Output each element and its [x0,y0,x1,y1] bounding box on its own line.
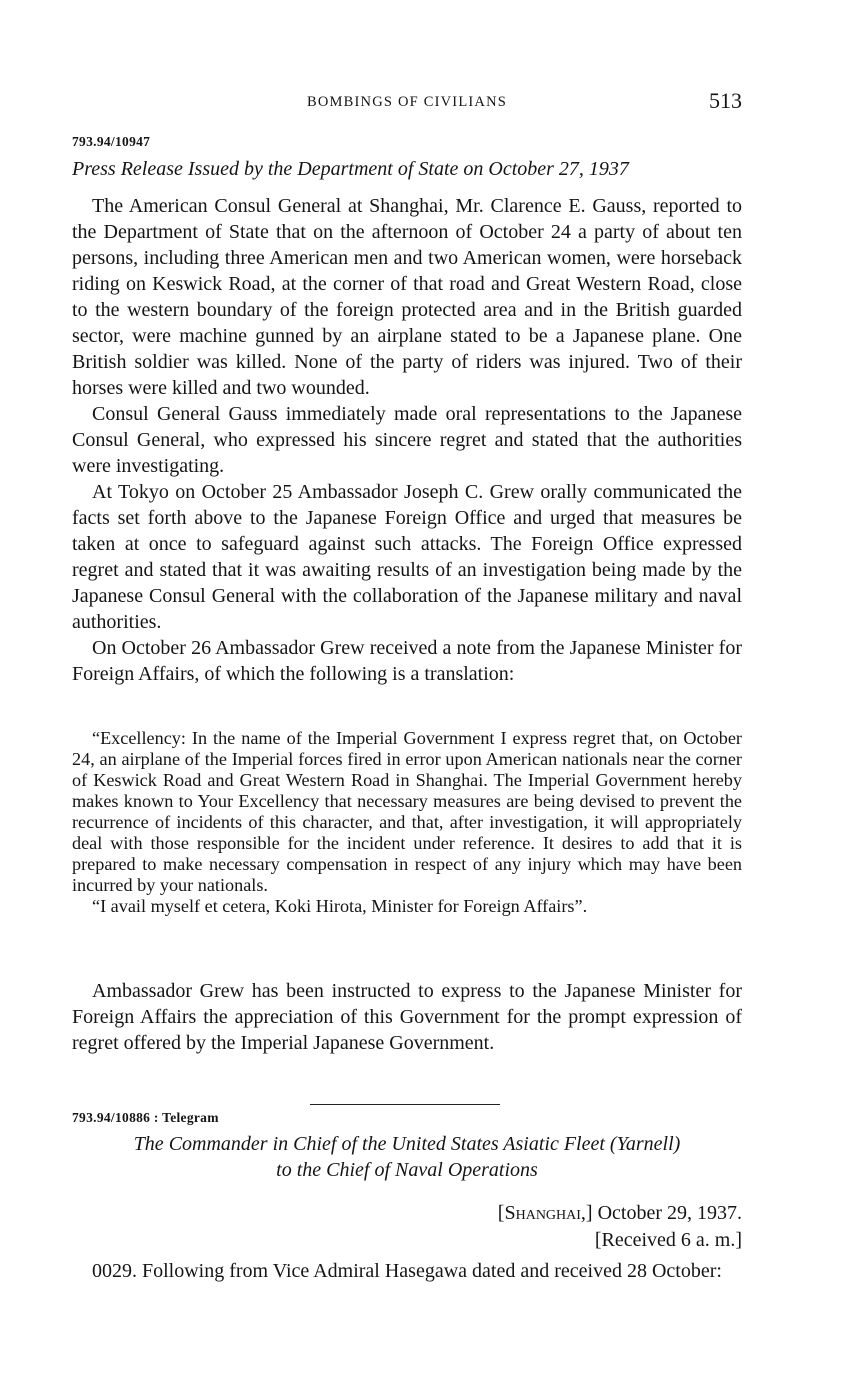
title-line-1: The Commander in Chief of the United States Asiatic Fleet (Yarnell) [133,1133,681,1155]
file-number-2: 793.94/10886 : Telegram [72,1110,219,1125]
document-title-1: Press Release Issued by the Department of State on October 27, 1937 [72,158,629,180]
document-body-1 [72,193,742,687]
running-head [72,88,742,118]
place: Shanghai [504,1202,581,1224]
document-title-2 [72,1131,742,1183]
paragraph: On October 26 Ambassador Grew received a note from the Japanese Minister for Foreign Affairs, of which the following is a translation: [72,637,742,685]
file-number-1: 793.94/10947 [72,134,151,149]
dateline [72,1200,742,1226]
quoted-note [72,728,742,917]
page-number: 513 [709,88,742,113]
paragraph: Consul General Gauss immediately made oral representations to the Japanese Consul General, who expressed his sincere regret and stated that the authorities were investigating. [72,403,742,477]
quote-paragraph: “Excellency: In the name of the Imperial Government I express regret that, on October 24, an airplane of the Imperial forces fired in error upon American nationals near the corner of Keswick Road and Great Western Road in Shanghai. The Imperial Government hereby makes known to Your Excellency that necessary measures are being devised to prevent the recurrence of incidents of this character, and that, after investigation, it will appropriately deal with those responsible for the incident under reference. It desires to add that it is prepared to make necessary compensation in respect of any injury which may have been incurred by your nationals. [72,728,742,895]
paragraph: The American Consul General at Shanghai, Mr. Clarence E. Gauss, reported to the Department of State that on the afternoon of October 24 a party of about ten persons, including three American men and two American women, were horseback riding on Keswick Road, at the corner of that road and Great Western Road, close to the western boundary of the foreign protected area and in the British guarded sector, were machine gunned by an airplane stated to be a Japanese plane. One British soldier was killed. None of the party of riders was injured. Two of their horses were killed and two wounded. [72,195,742,399]
date: ,] October 29, 1937. [580,1202,742,1224]
running-title: BOMBINGS OF CIVILIANS [306,94,508,110]
paragraph: At Tokyo on October 25 Ambassador Joseph C. Grew orally communicated the facts set forth above to the Japanese Foreign Office and urged that measures be taken at once to safeguard against such attacks. The Foreign Office expressed regret and stated that it was awaiting results of an investigation being made by the Japanese Consul General with the collaboration of the Japanese military and naval authorities. [72,481,742,633]
closing-paragraph: Ambassador Grew has been instructed to express to the Japanese Minister for Foreign Affairs the appreciation of this Government for the prompt expression of regret offered by the Imperial Japanese Government. [72,980,742,1054]
telegram-body: 0029. Following from Vice Admiral Hasegawa dated and received 28 October: [92,1260,722,1282]
received-line: [Received 6 a. m.] [594,1229,742,1251]
place-bracket-open: [ [497,1202,505,1224]
section-divider [310,1104,500,1105]
title-line-2: to the Chief of Naval Operations [276,1159,538,1181]
quote-signature: “I avail myself et cetera, Koki Hirota, Minister for Foreign Affairs”. [92,896,588,916]
